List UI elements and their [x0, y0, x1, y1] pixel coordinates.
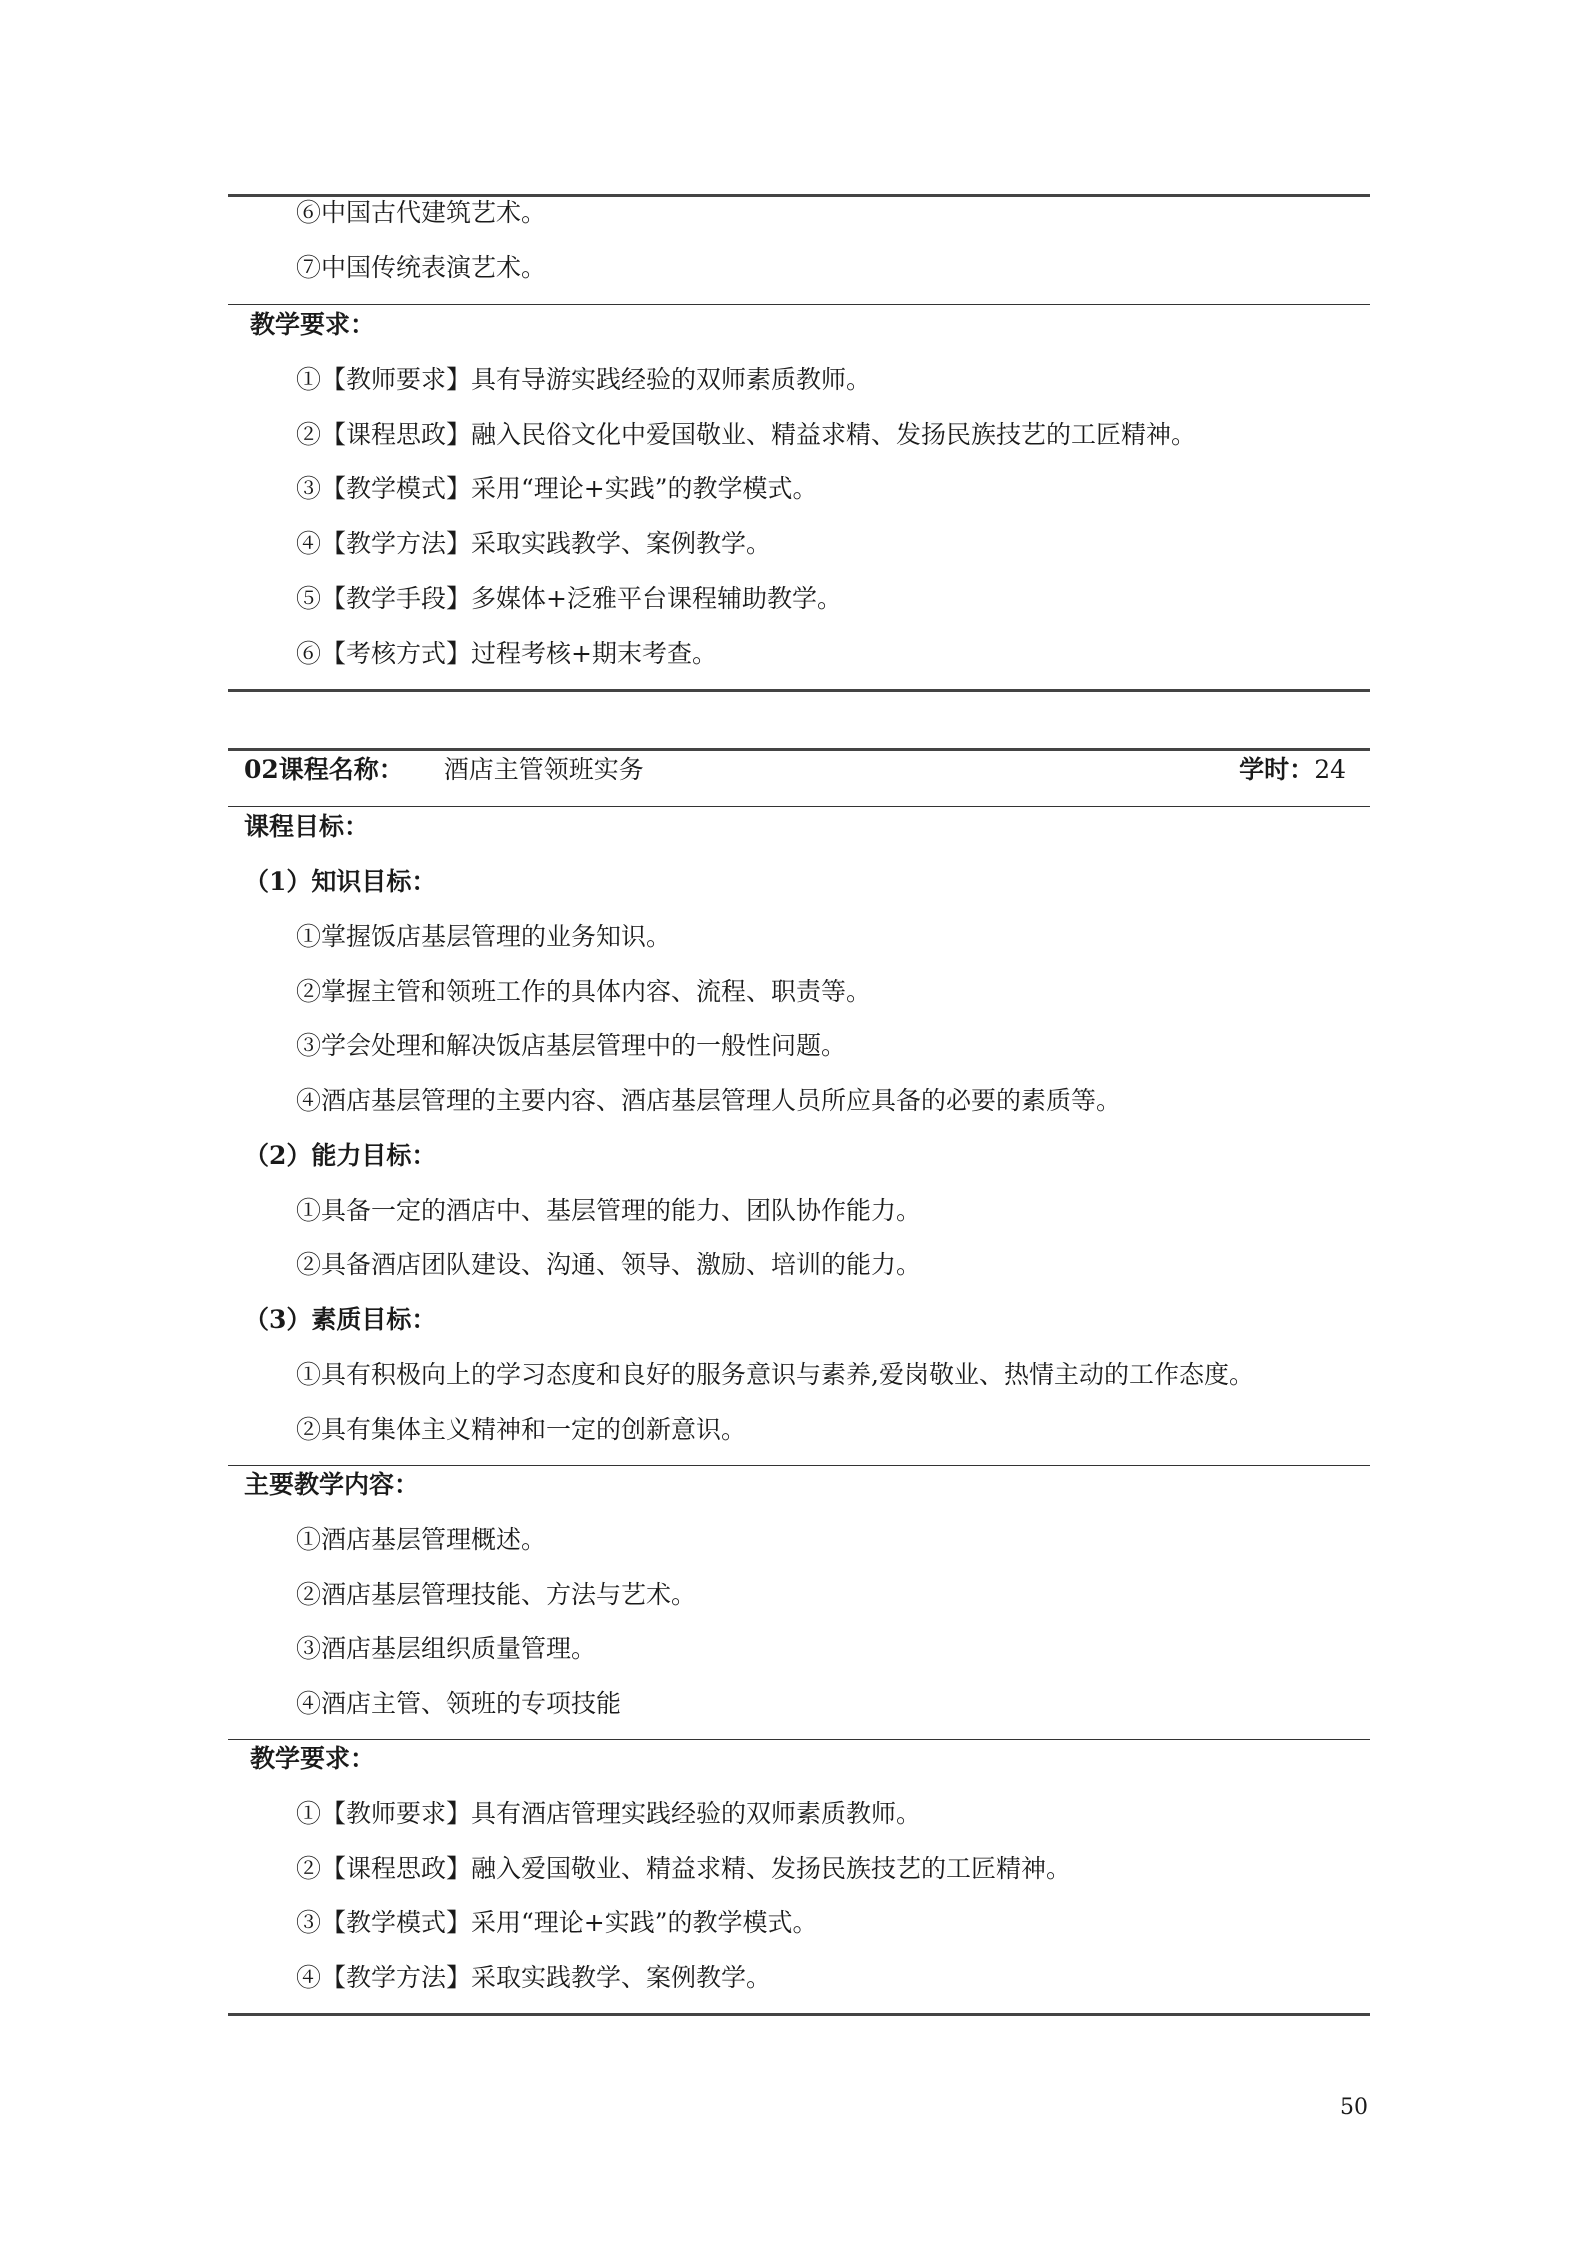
page-number: 50: [1340, 2095, 1368, 2120]
ability-item: ①具备一定的酒店中、基层管理的能力、团队协作能力。: [296, 1196, 922, 1225]
ability-heading: （2）能力目标：: [244, 1141, 437, 1170]
divider: [228, 304, 1370, 305]
requirement-item: ④【教学方法】采取实践教学、案例教学。: [296, 529, 772, 558]
content-heading: 主要教学内容：: [244, 1470, 420, 1499]
quality-heading: （3）素质目标：: [244, 1305, 437, 1334]
requirement-item: ⑥【考核方式】过程考核+期末考查。: [296, 639, 717, 668]
requirement-item: ②【课程思政】融入爱国敬业、精益求精、发扬民族技艺的工匠精神。: [296, 1854, 1072, 1883]
hours-value: 24: [1314, 755, 1346, 784]
requirement-item: ③【教学模式】采用“理论+实践”的教学模式。: [296, 1908, 818, 1937]
requirement-item: ③【教学模式】采用“理论+实践”的教学模式。: [296, 474, 818, 503]
requirement-item: ①【教师要求】具有导游实践经验的双师素质教师。: [296, 365, 872, 394]
requirement-item: ①【教师要求】具有酒店管理实践经验的双师素质教师。: [296, 1799, 922, 1828]
hours-label: 学时：: [1239, 755, 1315, 784]
requirements-heading: 教学要求：: [250, 1744, 376, 1773]
knowledge-item: ①掌握饭店基层管理的业务知识。: [296, 922, 672, 951]
knowledge-heading: （1）知识目标：: [244, 867, 437, 896]
course-hours: [1239, 753, 1346, 787]
course-name: 酒店主管领班实务: [443, 755, 644, 784]
requirement-item: ④【教学方法】采取实践教学、案例教学。: [296, 1963, 772, 1992]
quality-item: ②具有集体主义精神和一定的创新意识。: [296, 1415, 747, 1444]
divider: [228, 806, 1370, 807]
content-item: ②酒店基层管理技能、方法与艺术。: [296, 1580, 697, 1609]
requirements-heading: 教学要求：: [250, 310, 376, 339]
knowledge-item: ②掌握主管和领班工作的具体内容、流程、职责等。: [296, 977, 872, 1006]
course-name-label: 02课程名称：: [244, 755, 404, 784]
content-item: ③酒店基层组织质量管理。: [296, 1634, 597, 1663]
content-item: ①酒店基层管理概述。: [296, 1525, 547, 1554]
knowledge-item: ③学会处理和解决饭店基层管理中的一般性问题。: [296, 1031, 847, 1060]
course-bottom-rule: [228, 2013, 1370, 2016]
course-title-row: [244, 753, 1346, 787]
section-end-rule: [228, 689, 1370, 692]
divider: [228, 1739, 1370, 1740]
objectives-heading: 课程目标：: [244, 812, 370, 841]
requirement-item: ②【课程思政】融入民俗文化中爱国敬业、精益求精、发扬民族技艺的工匠精神。: [296, 420, 1197, 449]
content-item: ④酒店主管、领班的专项技能: [296, 1689, 622, 1718]
knowledge-item: ④酒店基层管理的主要内容、酒店基层管理人员所应具备的必要的素质等。: [296, 1086, 1122, 1115]
requirement-item: ⑤【教学手段】多媒体+泛雅平台课程辅助教学。: [296, 584, 842, 613]
course-top-rule: [228, 748, 1370, 751]
ability-item: ②具备酒店团队建设、沟通、领导、激励、培训的能力。: [296, 1250, 922, 1279]
content-item: ⑥中国古代建筑艺术。: [296, 198, 547, 227]
divider: [228, 1465, 1370, 1466]
quality-item: ①具有积极向上的学习态度和良好的服务意识与素养,爱岗敬业、热情主动的工作态度。: [296, 1360, 1254, 1389]
content-item: ⑦中国传统表演艺术。: [296, 253, 547, 282]
